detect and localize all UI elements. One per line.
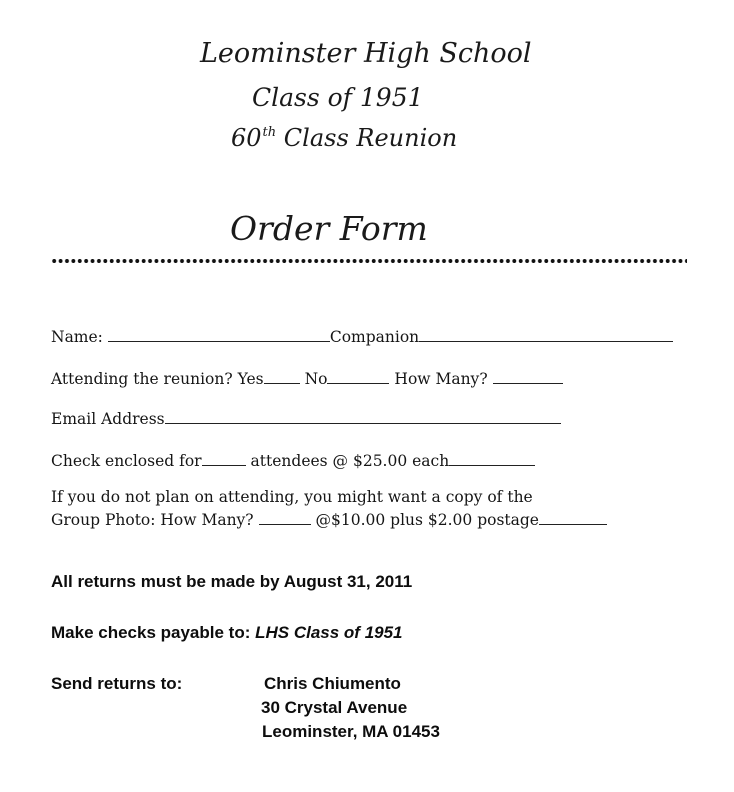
- email-label: Email Address: [51, 410, 165, 428]
- send-returns-label: Send returns to:: [51, 674, 183, 693]
- deadline-note: All returns must be made by August 31, 2011: [51, 572, 413, 591]
- check-label: Check enclosed for: [51, 452, 202, 470]
- email-field[interactable]: [165, 409, 561, 424]
- form-title: Order Form: [230, 209, 428, 248]
- name-label: Name:: [51, 328, 103, 346]
- how-many-label: How Many?: [394, 370, 488, 388]
- check-amount-field[interactable]: [449, 451, 535, 466]
- school-name: Leominster High School: [200, 38, 532, 69]
- companion-field[interactable]: [419, 327, 673, 342]
- attendees-text: attendees @ $25.00 each: [250, 452, 450, 470]
- attending-row: [51, 369, 563, 388]
- recipient-street: 30 Crystal Avenue: [261, 698, 408, 717]
- no-field[interactable]: [327, 369, 389, 384]
- companion-label: Companion: [329, 328, 420, 346]
- payable-prefix: Make checks payable to:: [51, 623, 251, 642]
- email-row: [51, 409, 561, 428]
- attendee-count-field[interactable]: [202, 451, 246, 466]
- payable-note: [51, 623, 403, 643]
- reunion-heading: [231, 124, 457, 152]
- recipient-city: Leominster, MA 01453: [262, 722, 440, 741]
- dotted-divider: [51, 258, 687, 264]
- reunion-number: 60: [231, 124, 262, 152]
- reunion-label: Class Reunion: [283, 124, 458, 152]
- photo-how-many-label: Group Photo: How Many?: [51, 511, 254, 529]
- recipient-name: Chris Chiumento: [264, 674, 401, 693]
- yes-field[interactable]: [264, 369, 300, 384]
- photo-line-2: [51, 510, 607, 529]
- yes-label: Yes: [237, 370, 264, 388]
- name-field[interactable]: [108, 327, 330, 342]
- photo-quantity-field[interactable]: [259, 510, 311, 525]
- reunion-suffix: th: [262, 125, 277, 140]
- photo-line-1: If you do not plan on attending, you might want a copy of the: [51, 488, 533, 506]
- how-many-field[interactable]: [493, 369, 563, 384]
- photo-price-text: @$10.00 plus $2.00 postage: [315, 511, 539, 529]
- check-row: [51, 451, 535, 470]
- name-row: [51, 327, 673, 346]
- attending-label: Attending the reunion?: [51, 370, 233, 388]
- no-label: No: [304, 370, 328, 388]
- payable-to: LHS Class of 1951: [255, 623, 403, 642]
- photo-amount-field[interactable]: [539, 510, 607, 525]
- class-year: Class of 1951: [252, 83, 424, 112]
